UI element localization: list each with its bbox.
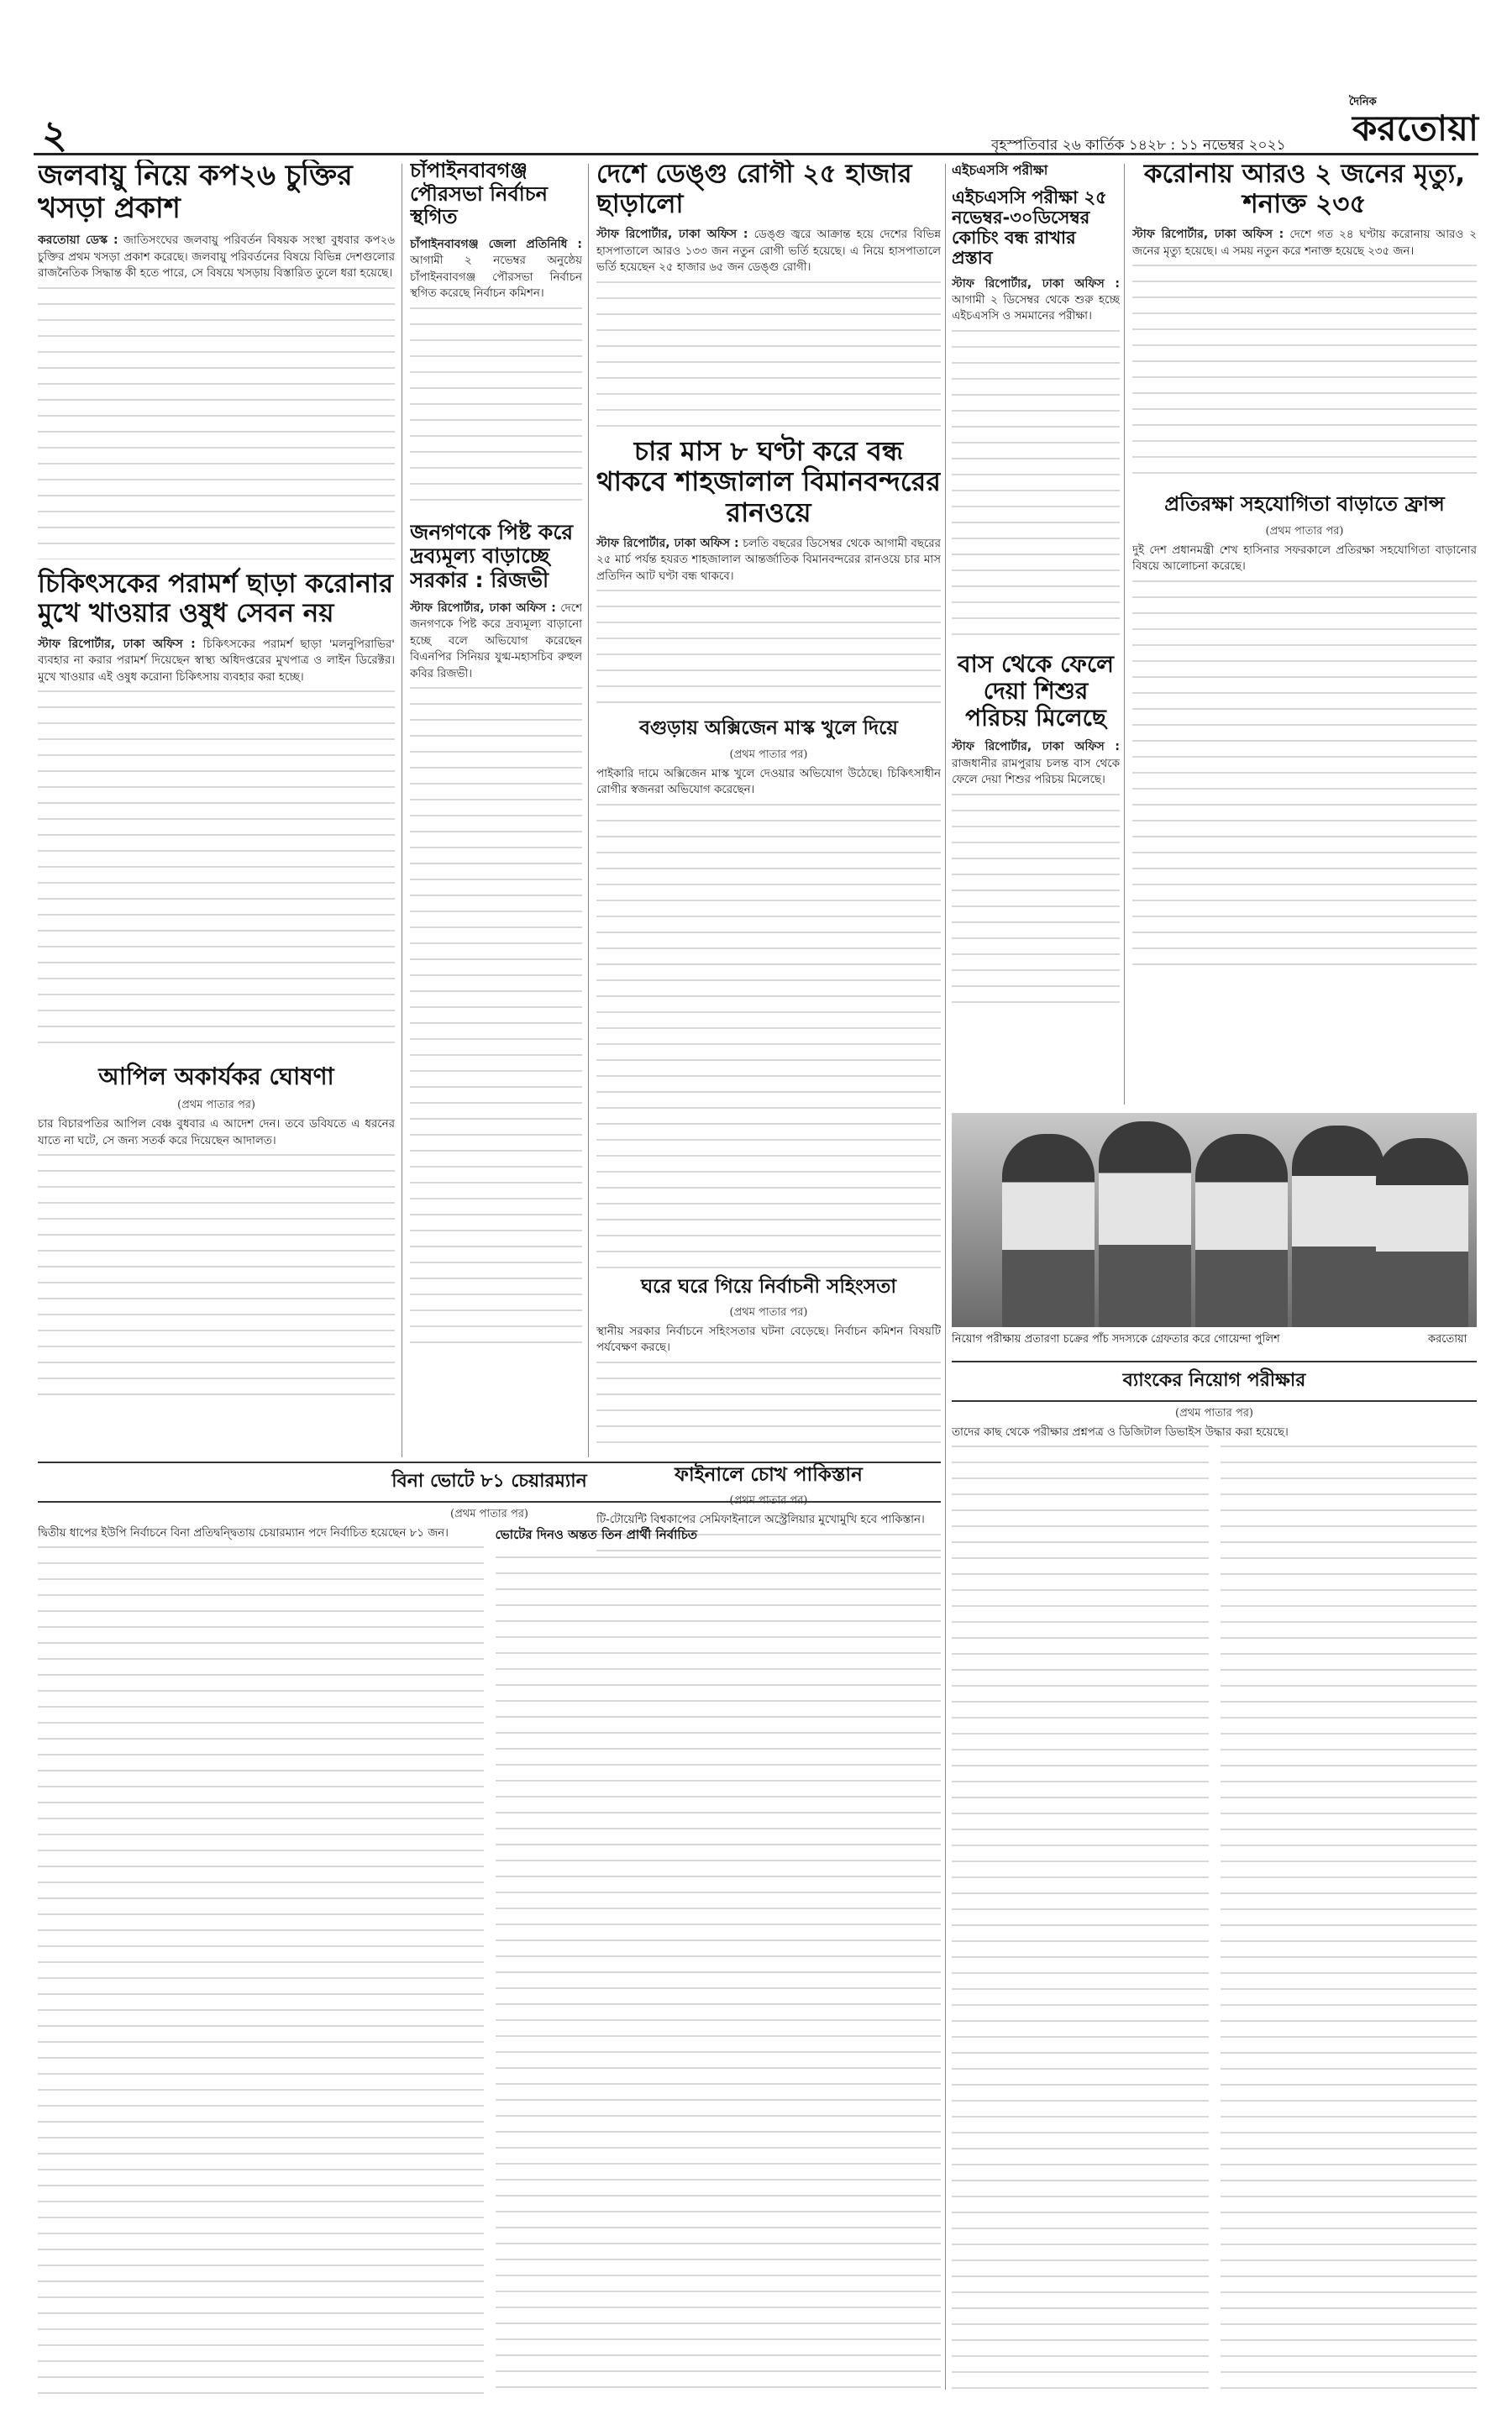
article-text-lines bbox=[596, 585, 941, 711]
continuation-note: (প্রথম পাতার পর) bbox=[177, 1099, 255, 1112]
article-body: চিকিৎসকের পরামর্শ ছাড়া 'মলনুপিরাভির' ব্যবহার না করার পরামর্শ দিয়েছেন স্বাস্থ্য অধিদপ্তরের মুখপাত্র ও লাইন ডিরেক্টর। মুখে খাওয়ার এই ওষুধ করোনা চিকিৎসায় ব্যবহার করা হচ্ছে। bbox=[38, 638, 395, 684]
headline-oxygen-mask: বগুড়ায় অক্সিজেন মাস্ক খুলে দিয়ে bbox=[639, 717, 898, 740]
article-text-lines bbox=[496, 1551, 942, 2394]
article-body: দ্বিতীয় ধাপের ইউপি নির্বাচনে বিনা প্রতিদ্বন্দ্বিতায় চেয়ারম্যান পদে নির্বাচিত হয়েছেন ৮১ জন। bbox=[38, 1527, 449, 1540]
continuation-note: (প্রথম পাতার পর) bbox=[729, 1306, 808, 1320]
article-text-lines bbox=[1132, 260, 1477, 486]
article-body: আগামী ২ নভেম্বর অনুষ্ঠেয় চাঁপাইনবাবগঞ্জ পৌরসভা নির্বাচন স্থগিত করেছে নির্বাচন কমিশন। bbox=[410, 255, 582, 301]
article-text-lines bbox=[38, 1149, 395, 1401]
column-4 bbox=[952, 160, 1120, 1100]
logo-text: করতোয়া bbox=[1352, 108, 1478, 149]
headline-covid-deaths: করোনায় আরও ২ জনের মৃত্যু, শনাক্ত ২৩৫ bbox=[1143, 160, 1466, 219]
page-number: ২ bbox=[42, 112, 67, 157]
article-body: রাজধানীর রামপুরায় চলন্ত বাস থেকে ফেলে দেয়া শিশুর পরিচয় মিলেছে। bbox=[952, 757, 1120, 787]
article-body: পাইকারি দামে অক্সিজেন মাস্ক খুলে দেওয়ার অভিযোগ উঠেছে। চিকিৎসাধীন রোগীর স্বজনরা অভিযোগ করেছেন। bbox=[596, 767, 941, 797]
column-5 bbox=[1132, 160, 1477, 1100]
article-body: ডেঙ্গু জ্বরে আক্রান্ত হয়ে দেশের বিভিন্ন হাসপাতালে আরও ১৩৩ জন নতুন রোগী ভর্তি হয়েছে। এ নিয়ে হাসপাতালে ভর্তি হয়েছেন ২৫ হাজার ৬৫ জন ডেঙ্গু রোগী। bbox=[596, 228, 941, 275]
article-body: টি-টোয়েন্টি বিশ্বকাপের সেমিফাইনালে অস্ট্রেলিয়ার মুখোমুখি হবে পাকিস্তান। bbox=[596, 1514, 925, 1527]
article-subhead: ভোটের দিনও অন্তত তিন প্রার্থী নির্বাচিত bbox=[495, 1527, 698, 1542]
column-rule bbox=[588, 164, 589, 1457]
continuation-note: (প্রথম পাতার পর) bbox=[450, 1508, 528, 1520]
column-1 bbox=[38, 160, 395, 1453]
byline: স্টাফ রিপোর্টার, ঢাকা অফিস : bbox=[596, 536, 739, 550]
byline: স্টাফ রিপোর্টার, ঢাকা অফিস : bbox=[410, 601, 556, 615]
photo-person bbox=[1195, 1134, 1288, 1327]
article-text-lines bbox=[410, 302, 582, 512]
headline-unopposed-chairmen: বিনা ভোটে ৮১ চেয়ারম্যান bbox=[38, 1462, 941, 1503]
logo-prefix: দৈনিক bbox=[1349, 96, 1377, 108]
byline: করতোয়া ডেস্ক : bbox=[38, 234, 118, 248]
article-body: আগামী ২ ডিসেম্বর থেকে শুরু হচ্ছে এইচএসসি ও সমমানের পরীক্ষা। bbox=[952, 294, 1120, 323]
byline: চাঁপাইনবাবগঞ্জ জেলা প্রতিনিধি : bbox=[410, 237, 582, 251]
kicker: এইচএসসি পরীক্ষা bbox=[952, 162, 1048, 178]
headline-france-defense: প্রতিরক্ষা সহযোগিতা বাড়াতে ফ্রান্স bbox=[1164, 492, 1445, 517]
bottom-left-block bbox=[38, 1462, 941, 2394]
headline-bus-child: বাস থেকে ফেলে দেয়া শিশুর পরিচয় মিলেছে bbox=[958, 649, 1114, 732]
photo-credit: করতোয়া bbox=[1428, 1333, 1467, 1346]
article-body: চলতি বছরের ডিসেম্বর থেকে আগামী বছরের ২৫ মার্চ পর্যন্ত হযরত শাহজালাল আন্তর্জাতিক বিমানবন্দরের রানওয়ে চার মাস প্রতিদিন আট ঘণ্টা বন্ধ থাকবে। bbox=[596, 537, 941, 583]
continuation-note: (প্রথম পাতার পর) bbox=[729, 1494, 808, 1508]
continuation-note: (প্রথম পাতার পর) bbox=[1265, 524, 1344, 538]
headline-bank-exam: ব্যাংকের নিয়োগ পরীক্ষার bbox=[952, 1361, 1477, 1402]
headline-pakistan-final: ফাইনালে চোখ পাকিস্তান bbox=[675, 1463, 863, 1486]
headline-dengue: দেশে ডেঙ্গু রোগী ২৫ হাজার ছাড়ালো bbox=[596, 160, 912, 219]
article-text-lines bbox=[596, 276, 941, 428]
article-body: তাদের কাছ থেকে পরীক্ষার প্রশ্নপত্র ও ডিজিটাল ডিভাইস উদ্ধার করা হয়েছে। bbox=[952, 1426, 1289, 1439]
article-text-lines bbox=[410, 682, 582, 1354]
continuation-note: (প্রথম পাতার পর) bbox=[729, 748, 808, 761]
page-header bbox=[34, 96, 1478, 157]
article-text-lines bbox=[596, 1357, 941, 1457]
photo-person bbox=[1099, 1121, 1191, 1327]
article-body: স্থানীয় সরকার নির্বাচনে সহিংসতার ঘটনা বেড়েছে। নির্বাচন কমিশন বিষয়টি পর্যবেক্ষণ করছে। bbox=[596, 1325, 941, 1355]
continuation-note: (প্রথম পাতার পর) bbox=[1175, 1407, 1253, 1420]
bottom-right-block bbox=[952, 1361, 1477, 2394]
article-text-lines bbox=[1221, 1441, 1478, 2390]
headline-appeal: আপিল অকার্যকর ঘোষণা bbox=[98, 1063, 334, 1091]
article-body: দেশে গত ২৪ ঘণ্টায় করোনায় আরও ২ জনের মৃত্যু হয়েছে। এ সময় নতুন করে শনাক্ত হয়েছে ২৩৫ জন। bbox=[1132, 228, 1477, 258]
article-text-lines bbox=[952, 789, 1120, 1007]
article-text-lines bbox=[38, 282, 395, 559]
article-text-lines bbox=[596, 799, 941, 1269]
article-text-lines bbox=[952, 325, 1120, 644]
article-body: দেশে জনগণকে পিষ্ট করে দ্রব্যমূল্য বাড়ানো হচ্ছে বলে অভিযোগ করেছেন বিএনপির সিনিয়র যুগ্ম-মহাসচিব রুহুল কবির রিজভী। bbox=[410, 601, 582, 680]
photo-person bbox=[1376, 1138, 1468, 1327]
photo-caption: নিয়োগ পরীক্ষায় প্রতারণা চক্রের পাঁচ সদস্যকে গ্রেফতার করে গোয়েন্দা পুলিশ bbox=[952, 1333, 1280, 1346]
article-text-lines bbox=[1132, 575, 1477, 979]
byline: স্টাফ রিপোর্টার, ঢাকা অফিস : bbox=[1132, 228, 1284, 242]
article-body: চার বিচারপতির আপিল বেঞ্চ বুধবার এ আদেশ দেন। তবে ডবিযতে এ ধরনের যাতে না ঘটে, সে জন্য সতর্ক করে দিয়েছেন আদালত। bbox=[38, 1118, 395, 1147]
article-text-lines bbox=[952, 1441, 1209, 2390]
byline: স্টাফ রিপোর্টার, ঢাকা অফিস : bbox=[38, 637, 196, 651]
column-rule bbox=[945, 164, 946, 2390]
byline: স্টাফ রিপোর্টার, ঢাকা অফিস : bbox=[952, 276, 1120, 291]
headline-hsc-coaching: এইচএসসি পরীক্ষা ২৫ নভেম্বর-৩০ডিসেম্বর কোচিং বন্ধ রাখার প্রস্তাব bbox=[952, 187, 1107, 269]
date-line: বৃহস্পতিবার ২৬ কার্তিক ১৪২৮ : ১১ নভেম্বর ২০২১ bbox=[991, 137, 1286, 154]
byline: স্টাফ রিপোর্টার, ঢাকা অফিস : bbox=[952, 740, 1120, 754]
byline: স্টাফ রিপোর্টার, ঢাকা অফিস : bbox=[596, 228, 748, 242]
headline-poura-election: চাঁপাইনবাবগঞ্জ পৌরসভা নির্বাচন স্থগিত bbox=[410, 160, 548, 229]
photo-person bbox=[1292, 1126, 1384, 1327]
article-text-lines bbox=[38, 1541, 484, 2394]
news-photo bbox=[952, 1113, 1477, 1327]
column-2 bbox=[410, 160, 582, 1453]
column-rule bbox=[1124, 164, 1125, 1105]
headline-cop26: জলবায়ু নিয়ে কপ২৬ চুক্তির খসড়া প্রকাশ bbox=[38, 160, 353, 226]
article-body: দুই দেশ প্রধানমন্ত্রী শেখ হাসিনার সফরকালে প্রতিরক্ষা সহযোগিতা বাড়ানোর বিষয়ে আলোচনা করেছে। bbox=[1132, 543, 1477, 574]
photo-person bbox=[1002, 1134, 1095, 1327]
headline-rizvi: জনগণকে পিষ্ট করে দ্রব্যমূল্য বাড়াচ্ছে সরকার : রিজভী bbox=[410, 519, 574, 593]
headline-covid-pill: চিকিৎসকের পরামর্শ ছাড়া করোনার মুখে খাওয়ার ওষুধ সেবন নয় bbox=[38, 568, 394, 629]
article-body: জাতিসংঘের জলবায়ু পরিবর্তন বিষয়ক সংস্থা বুধবার কপ২৬ চুক্তির প্রথম খসড়া প্রকাশ করেছে। জলবায়ু পরিবর্তনের বিষয়ে বিভিন্ন দেশগুলোর রাজনৈতিক সিদ্ধান্ত কী হতে পারে, সে বিষয়ে খসড়ায় বিস্তারিত তুলে ধরা হয়েছে। bbox=[38, 234, 395, 281]
headline-runway: চার মাস ৮ ঘণ্টা করে বন্ধ থাকবে শাহজালাল বিমানবন্দরের রানওয়ে bbox=[596, 434, 941, 529]
newspaper-logo bbox=[1349, 96, 1478, 160]
article-text-lines bbox=[38, 685, 395, 1055]
headline-election-violence: ঘরে ঘরে গিয়ে নির্বাচনী সহিংসতা bbox=[640, 1275, 897, 1298]
